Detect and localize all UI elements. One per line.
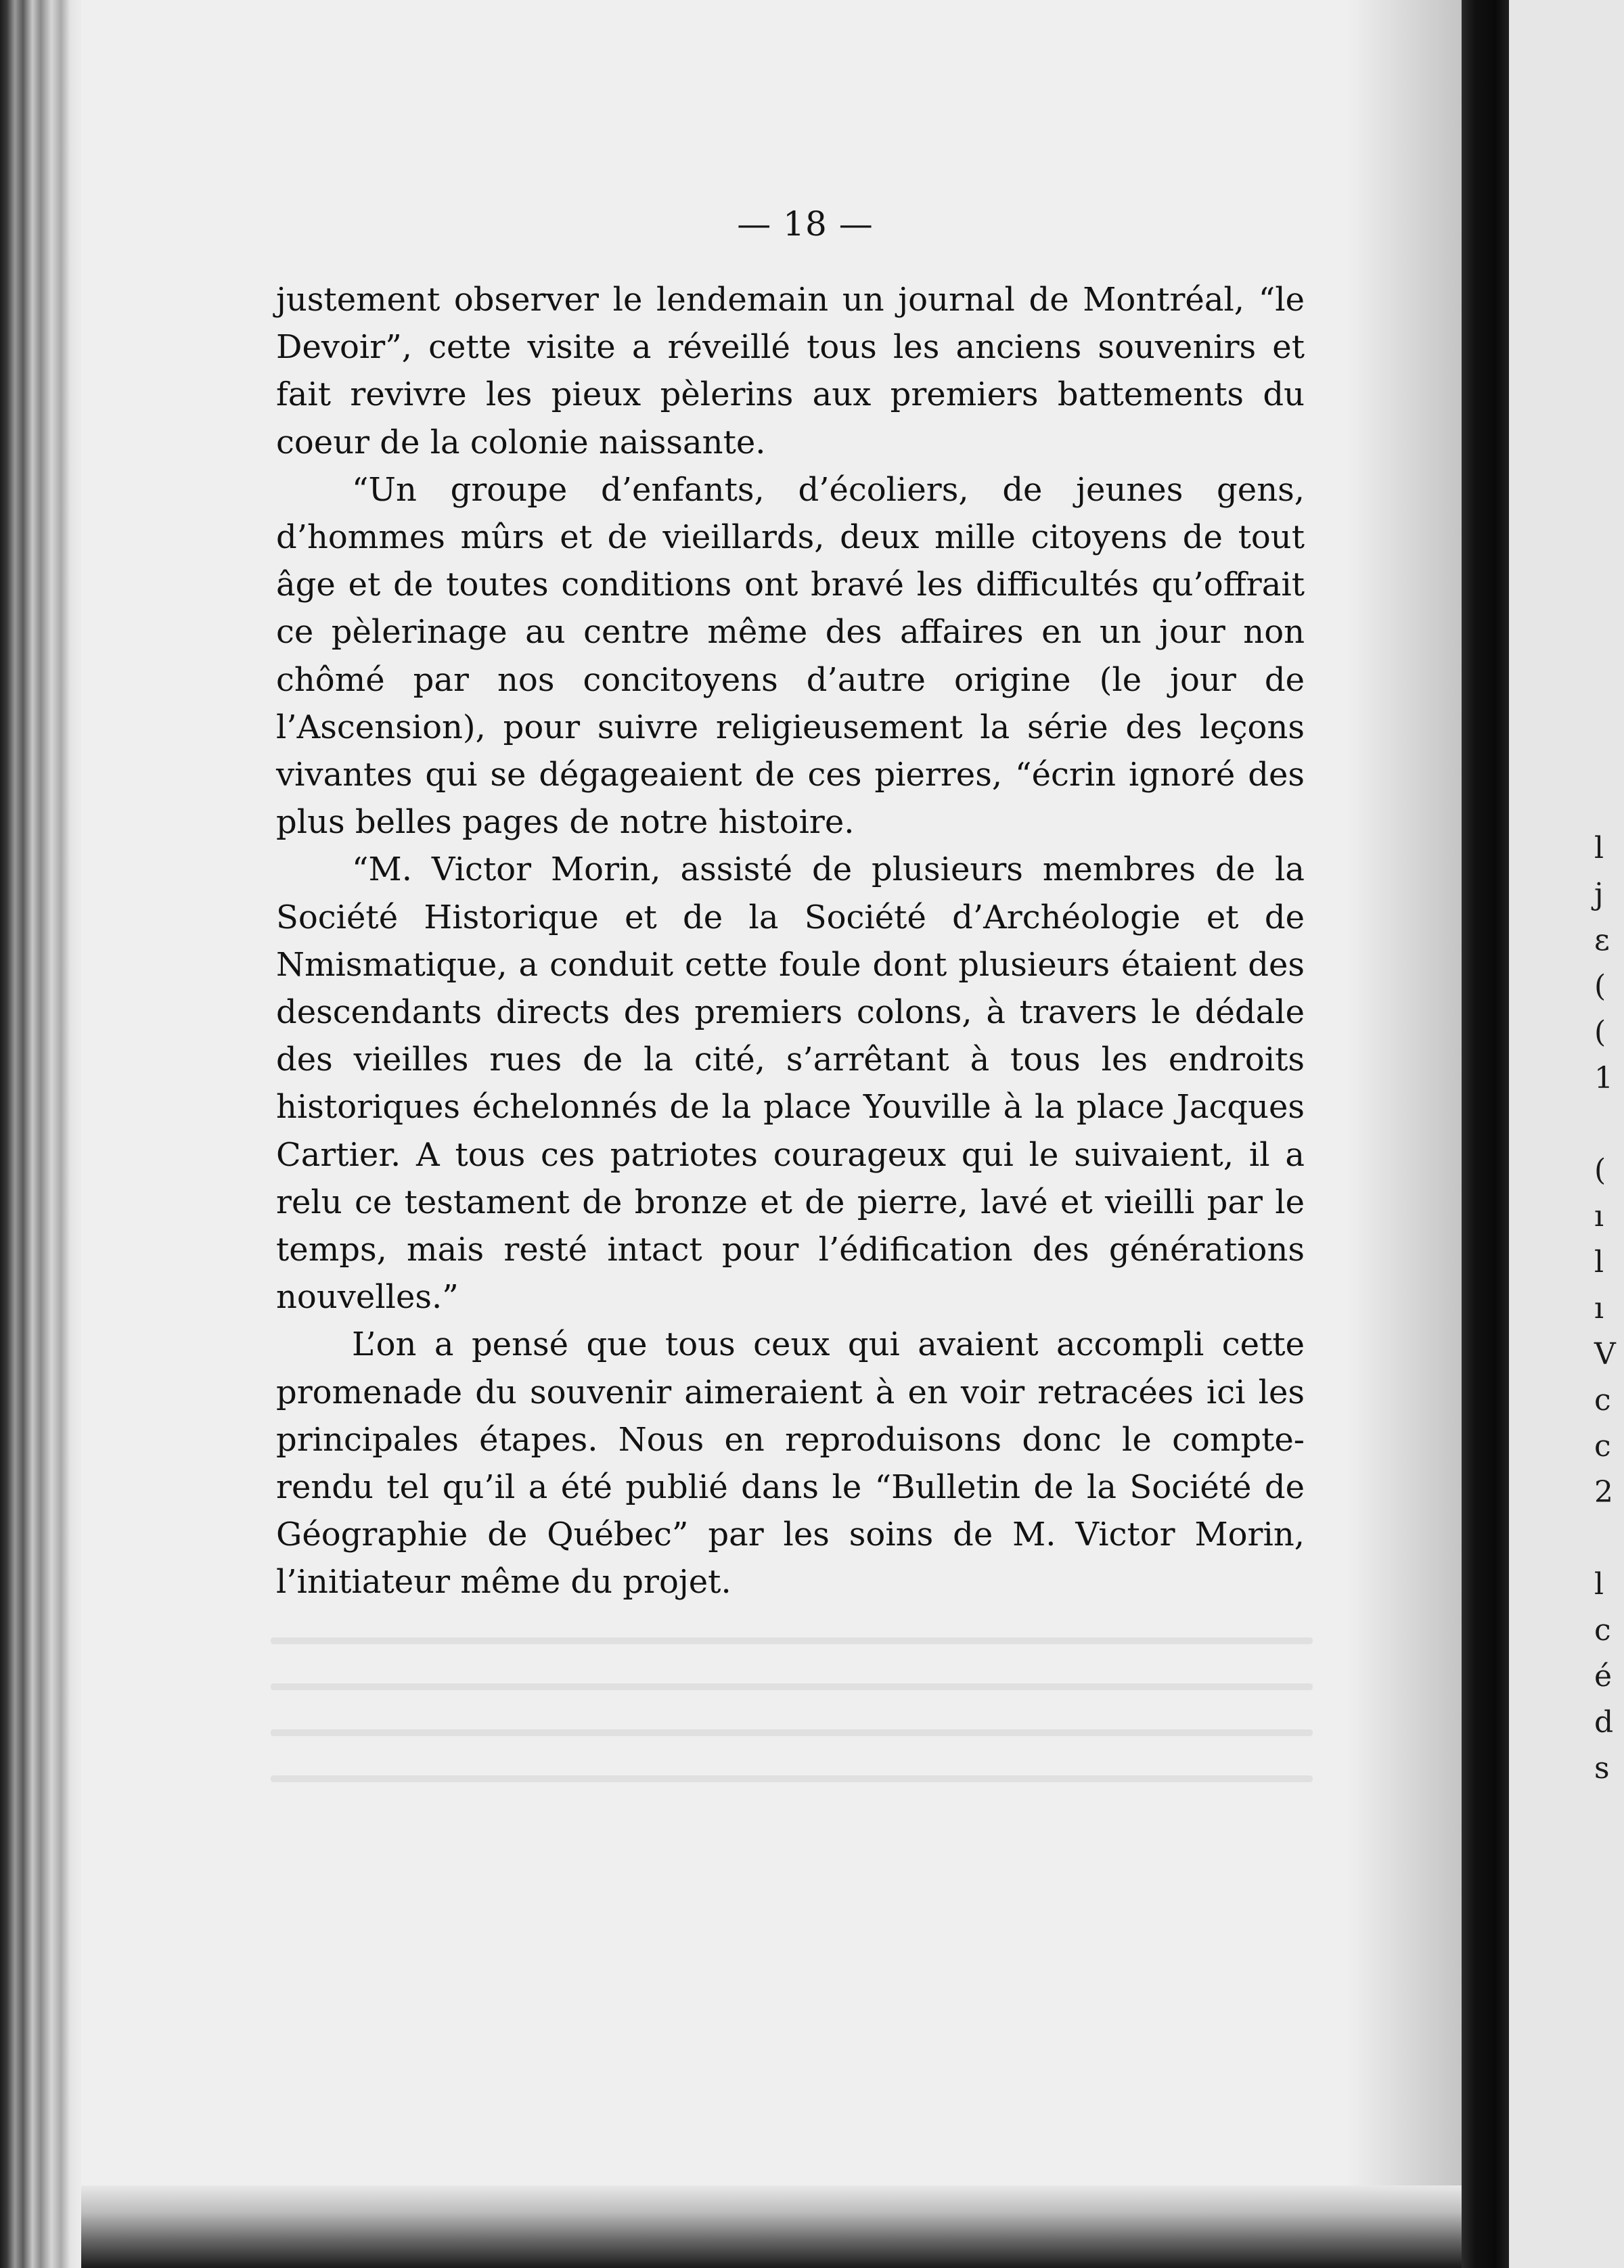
book-binding-edge	[0, 0, 81, 2268]
page-gutter	[1462, 0, 1509, 2268]
edge-letter	[1594, 1516, 1624, 1562]
edge-letter: ı	[1594, 1199, 1604, 1233]
edge-letter: j	[1594, 877, 1604, 911]
bleed-through-text	[271, 1637, 1313, 1813]
edge-letter: l	[1594, 1245, 1604, 1279]
page-number: — 18 —	[737, 204, 874, 244]
edge-letter: l	[1594, 831, 1604, 865]
edge-letter: (	[1594, 1015, 1606, 1049]
edge-letter: d	[1594, 1705, 1614, 1740]
edge-letter	[1594, 1102, 1624, 1148]
paragraph-4: L’on a pensé que tous ceux qui avaient accompli cette promenade du souvenir aimeraient à en voir retracées ici les principales étapes. Nous en reproduisons donc le compte-rendu tel qu’il a été publié dans le “Bulletin de la Société de Géographie de Québec” par les soins de M. Victor Morin, l’initiateur même du projet.	[276, 1325, 1305, 1602]
page-bottom-edge	[81, 2185, 1462, 2268]
page-body	[276, 276, 1305, 1606]
paragraph-1: justement observer le lendemain un journal de Montréal, “le Devoir”, cette visite a réveillé tous les anciens souvenirs et fait revivre les pieux pèlerins aux premiers battements du coeur de la colonie naissante.	[276, 281, 1305, 461]
edge-letter: V	[1594, 1337, 1616, 1371]
edge-letter: ɛ	[1594, 923, 1610, 957]
page-curl-shadow	[1347, 0, 1462, 2268]
edge-letter: 2	[1594, 1475, 1613, 1510]
paragraph-2: “Un groupe d’enfants, d’écoliers, de jeunes gens, d’hommes mûrs et de vieillards, deux mille citoyens de tout âge et de toutes conditions ont bravé les difficultés qu’offrait ce pèlerinage au centre même des affaires en un jour non chômé par nos concitoyens d’autre origine (le jour de l’Ascension), pour suivre religieusement la série des leçons vivantes qui se dégageaient de ces pierres, “écrin ignoré des plus belles pages de notre histoire.	[276, 470, 1305, 842]
edge-letter: c	[1594, 1429, 1611, 1464]
edge-letter: 1	[1594, 1061, 1613, 1095]
edge-letter: c	[1594, 1613, 1611, 1648]
edge-letter: (	[1594, 969, 1606, 1003]
adjacent-page-edge-letters	[1594, 825, 1624, 1792]
edge-letter: s	[1594, 1751, 1610, 1786]
edge-letter: c	[1594, 1383, 1611, 1418]
edge-letter: (	[1594, 1153, 1606, 1187]
edge-letter: l	[1594, 1567, 1604, 1602]
edge-letter: é	[1594, 1659, 1612, 1694]
paragraph-3: “M. Victor Morin, assisté de plusieurs membres de la Société Historique et de la Société d’Archéologie et de Nmismatique, a conduit cette foule dont plusieurs étaient des descendants directs des premiers colons, à travers le dédale des vieilles rues de la cité, s’arrêtant à tous les endroits historiques échelonnés de la place Youville à la place Jacques Cartier. A tous ces patriotes courageux qui le suivaient, il a relu ce testament de bronze et de pierre, lavé et vieilli par le temps, mais resté intact pour l’édification des générations nouvelles.”	[276, 850, 1305, 1317]
edge-letter: ı	[1594, 1291, 1604, 1325]
